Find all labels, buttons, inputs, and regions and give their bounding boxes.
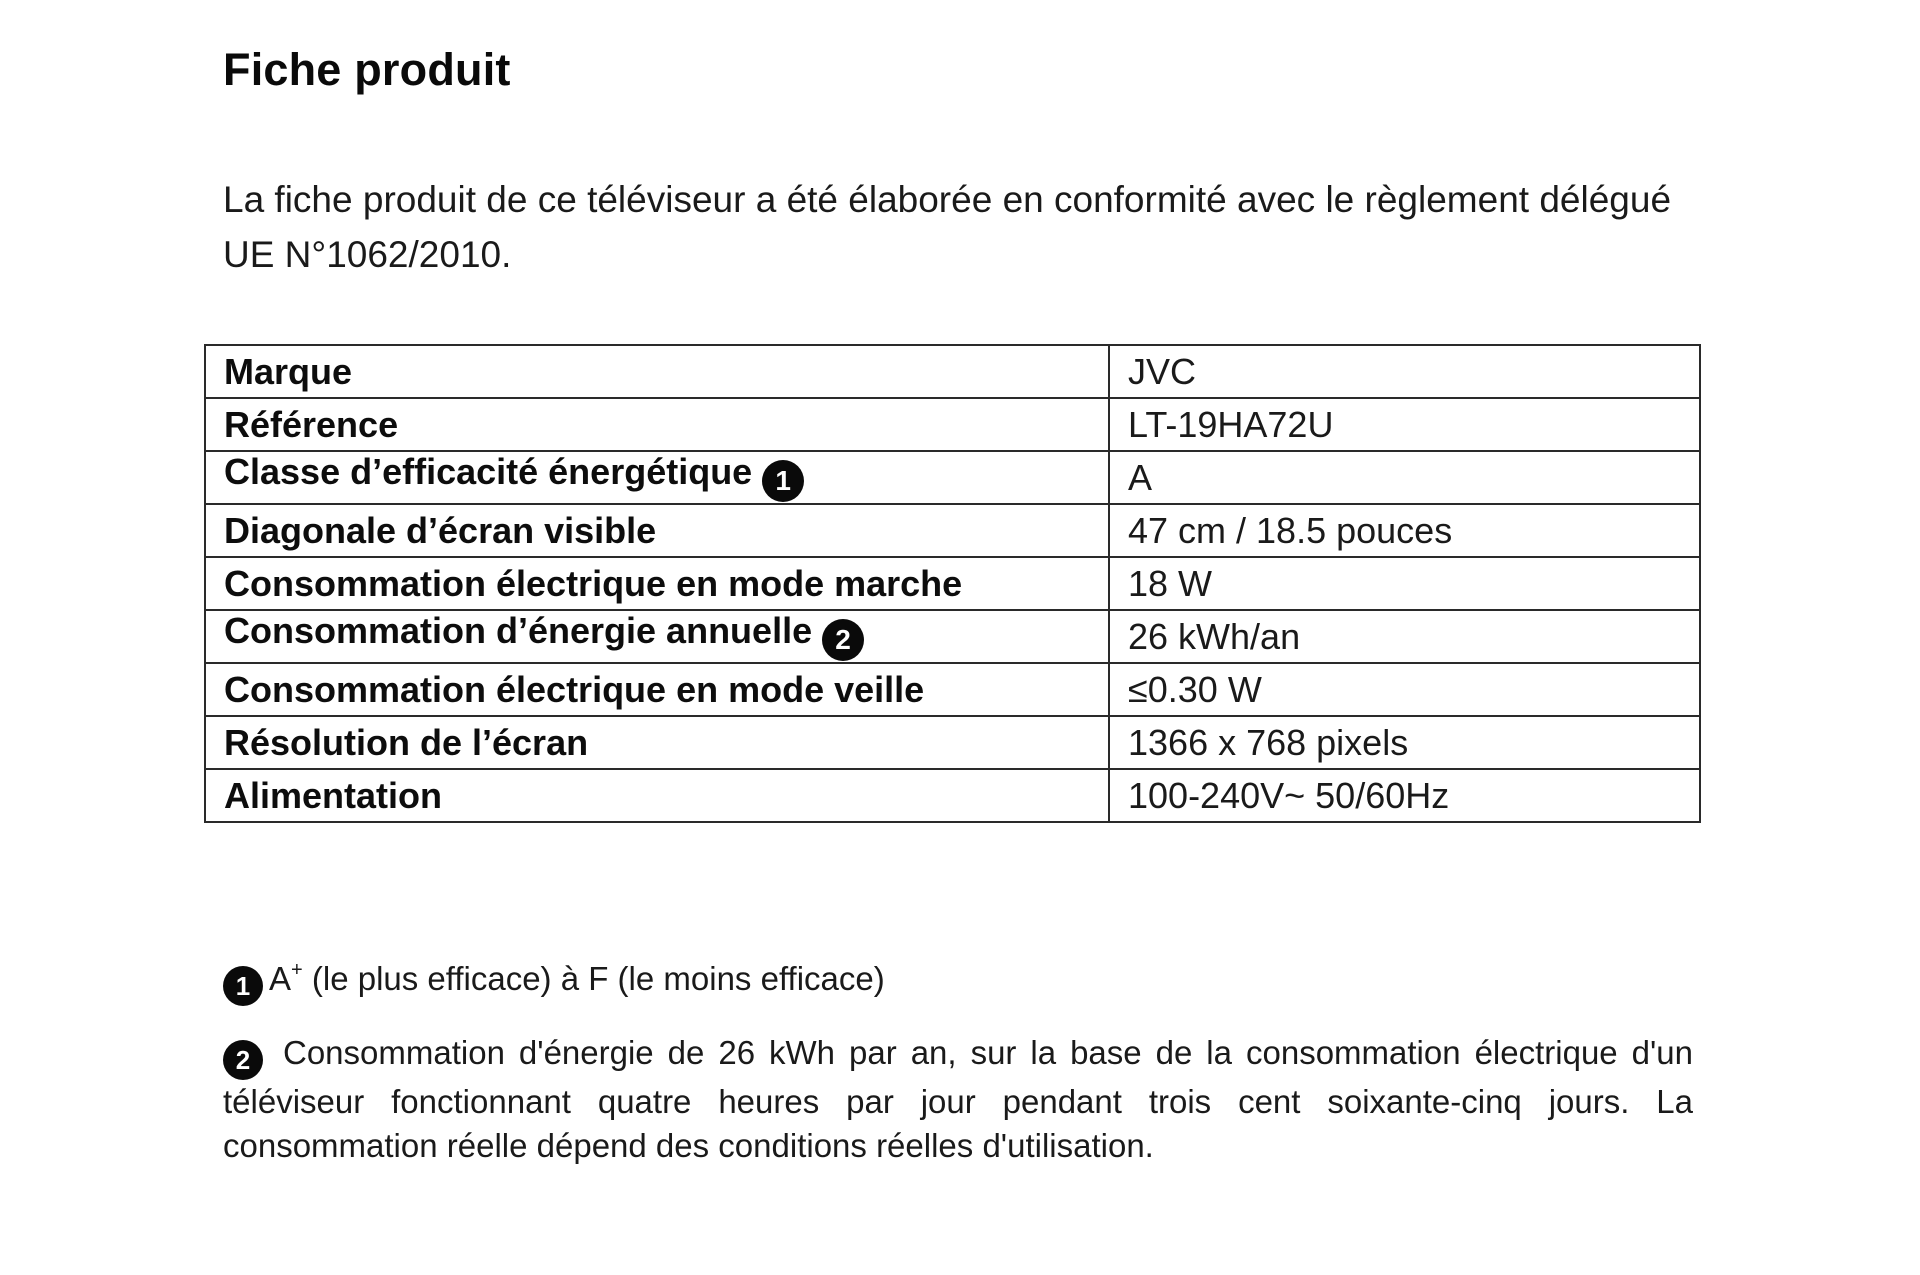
row-value: ≤0.30 W <box>1109 663 1700 716</box>
row-label <box>205 663 1109 716</box>
row-label <box>205 451 1109 504</box>
table-row <box>205 345 1700 398</box>
table-row <box>205 663 1700 716</box>
label-text: Consommation électrique en mode veille <box>224 668 925 710</box>
row-label <box>205 345 1109 398</box>
label-text: Diagonale d’écran visible <box>224 509 657 551</box>
row-label <box>205 557 1109 610</box>
intro-paragraph: La fiche produit de ce téléviseur a été élaborée en conformité avec le règlement délégué UE N°1062/2010. <box>223 179 1672 275</box>
product-spec-table <box>204 344 1701 823</box>
row-value: LT-19HA72U <box>1109 398 1700 451</box>
footnote-1-superscript: + <box>291 959 303 981</box>
footnote-1-marker-icon: 1 <box>762 460 804 502</box>
row-value: 1366 x 768 pixels <box>1109 716 1700 769</box>
row-value: 18 W <box>1109 557 1700 610</box>
table-row <box>205 557 1700 610</box>
table-row <box>205 716 1700 769</box>
row-label <box>205 398 1109 451</box>
table-row <box>205 451 1700 504</box>
row-label <box>205 716 1109 769</box>
footnote-2 <box>223 1031 1693 1168</box>
row-value: A <box>1109 451 1700 504</box>
table-row <box>205 610 1700 663</box>
row-value: 100-240V~ 50/60Hz <box>1109 769 1700 822</box>
row-label <box>205 769 1109 822</box>
table-row <box>205 769 1700 822</box>
label-text: Alimentation <box>224 774 443 816</box>
footnote-2-circled-number-icon: 2 <box>223 1040 263 1080</box>
page-title: Fiche produit <box>223 44 511 95</box>
table-row <box>205 398 1700 451</box>
label-text: Marque <box>224 350 353 392</box>
footnote-1-prefix: A <box>269 960 292 997</box>
label-text: Consommation d’énergie annuelle <box>224 609 813 651</box>
label-text: Résolution de l’écran <box>224 721 589 763</box>
footnote-1-text: (le plus efficace) à F (le moins efficace) <box>302 960 885 997</box>
footnote-1 <box>223 955 885 1006</box>
label-text: Référence <box>224 403 399 445</box>
footnote-1-circled-number-icon: 1 <box>223 966 263 1006</box>
row-label <box>205 504 1109 557</box>
row-label <box>205 610 1109 663</box>
row-value: 26 kWh/an <box>1109 610 1700 663</box>
label-text: Consommation électrique en mode marche <box>224 562 963 604</box>
label-text: Classe d’efficacité énergétique <box>224 450 753 492</box>
footnote-2-text: Consommation d'énergie de 26 kWh par an, sur la base de la consommation électrique d'un téléviseur fonctionnant quatre heures par jour pendant trois cent soixante-cinq jours. La consommation réelle dépend des conditions réelles d'utilisation. <box>223 1034 1694 1164</box>
footnote-2-marker-icon: 2 <box>822 619 864 661</box>
row-value: 47 cm / 18.5 pouces <box>1109 504 1700 557</box>
row-value: JVC <box>1109 345 1700 398</box>
table-row <box>205 504 1700 557</box>
